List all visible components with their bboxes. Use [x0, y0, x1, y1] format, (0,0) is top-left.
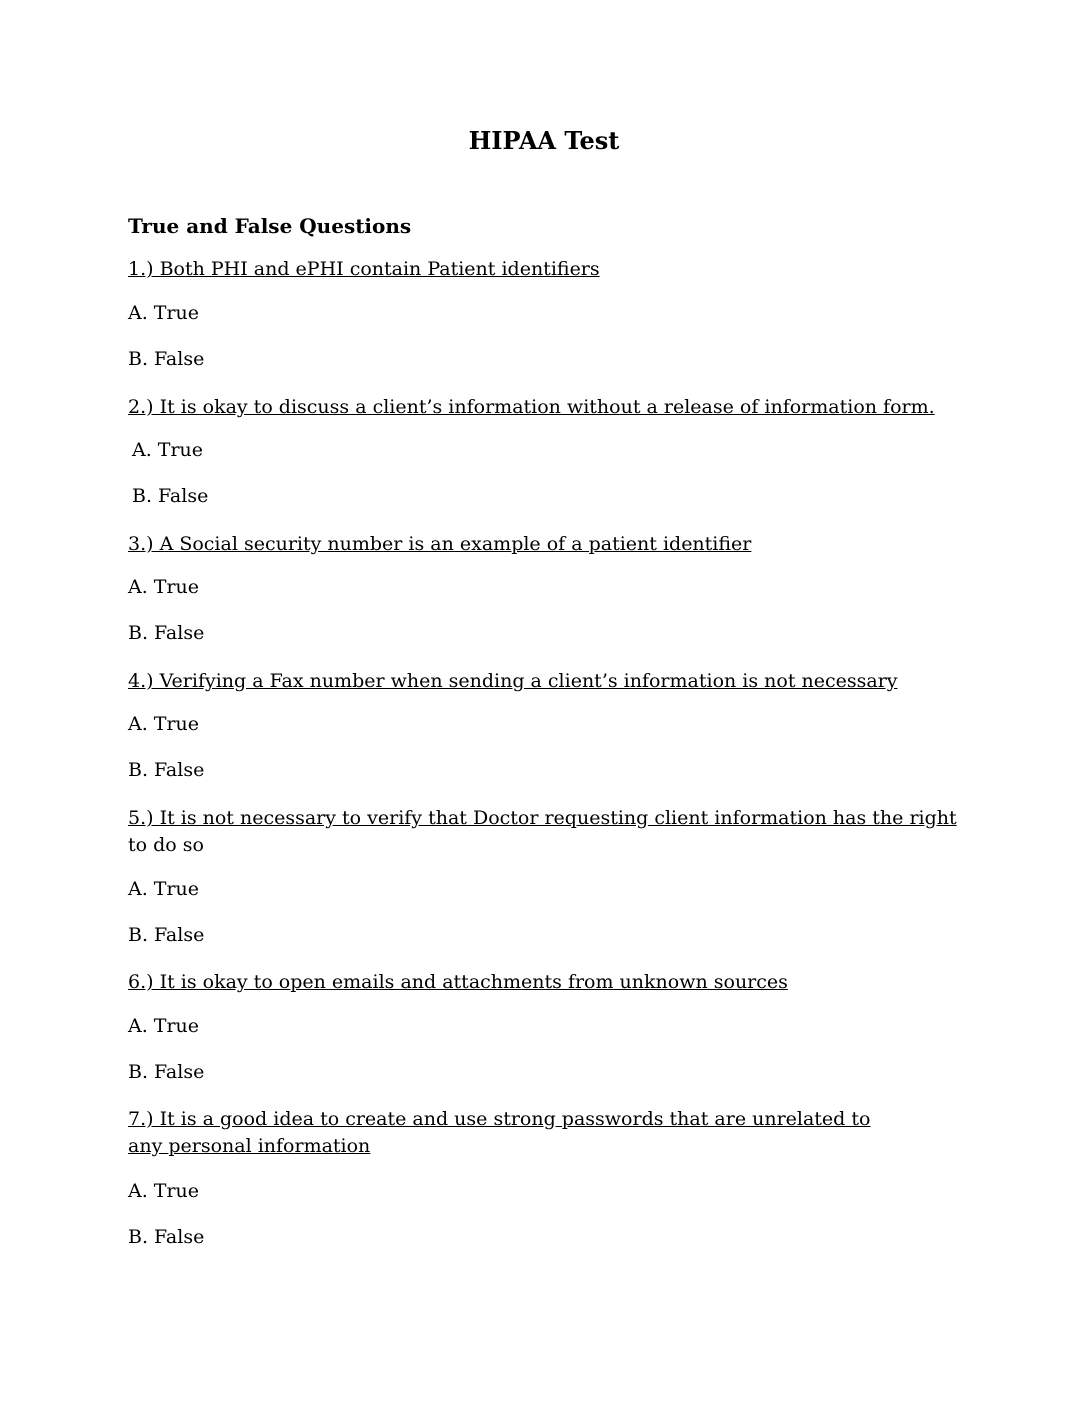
option-a: A. True: [128, 1180, 200, 1202]
option-a: A. True: [128, 713, 200, 735]
section-heading: True and False Questions: [128, 214, 412, 238]
document-title: HIPAA Test: [468, 126, 620, 155]
question-5: 5.) It is not necessary to verify that Doctor requesting client information has the right to do so: [128, 807, 957, 856]
option-a: A. True: [128, 1015, 200, 1037]
option-b: B. False: [128, 622, 205, 644]
option-a: A. True: [128, 302, 200, 324]
option-b: B. False: [128, 759, 205, 781]
question-3: 3.) A Social security number is an example of a patient identifier: [128, 533, 752, 555]
option-a: A. True: [128, 576, 200, 598]
option-a: A. True: [128, 878, 200, 900]
question-1: 1.) Both PHI and ePHI contain Patient identifiers: [128, 258, 600, 280]
question-6: 6.) It is okay to open emails and attachments from unknown sources: [128, 971, 788, 993]
option-b: B. False: [128, 924, 205, 946]
question-7: 7.) It is a good idea to create and use strong passwords that are unrelated to any personal information: [128, 1108, 871, 1157]
option-b: B. False: [128, 348, 205, 370]
option-b: B. False: [128, 1226, 205, 1248]
option-b: B. False: [132, 485, 209, 507]
question-4: 4.) Verifying a Fax number when sending a client’s information is not necessary: [128, 670, 898, 692]
option-a: A. True: [132, 439, 204, 461]
question-2: 2.) It is okay to discuss a client’s information without a release of information form.: [128, 396, 935, 418]
option-b: B. False: [128, 1061, 205, 1083]
